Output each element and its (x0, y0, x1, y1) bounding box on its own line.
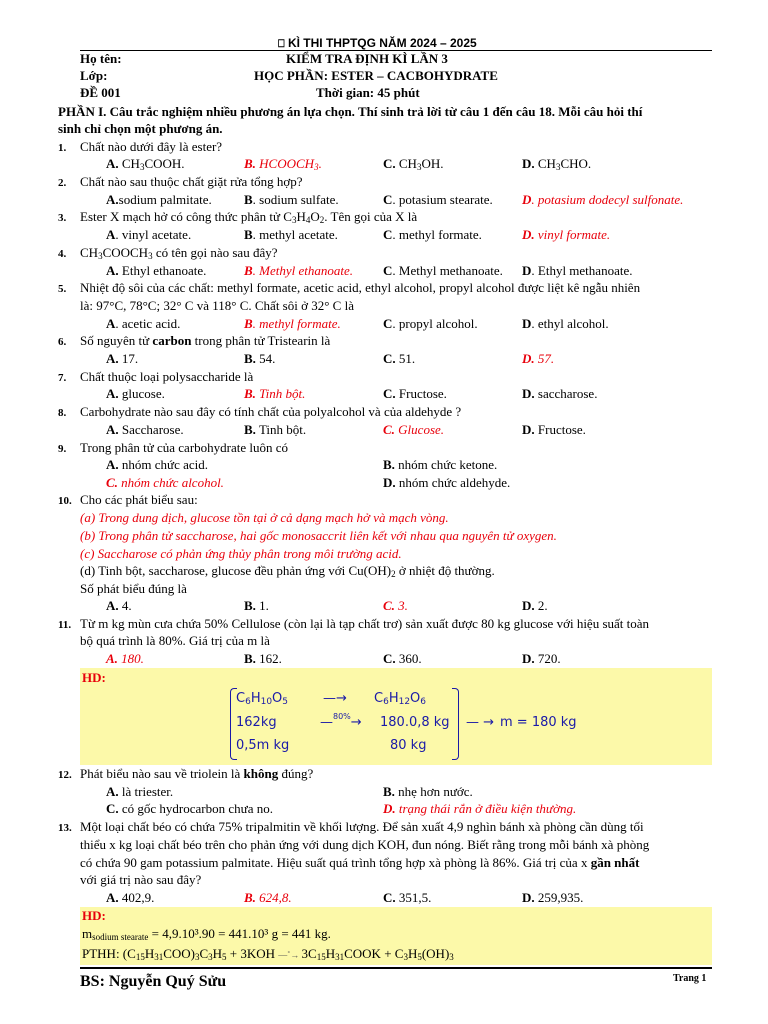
result-arrow-icon: — → (466, 715, 495, 730)
exam-title: ⎕ KÌ THI THPTQG NĂM 2024 – 2025 (278, 36, 477, 50)
option-12c: C. có gốc hydrocarbon chưa no. (106, 801, 273, 816)
option-10a: A. 4. (106, 598, 132, 613)
option-12b: B. nhẹ hơn nước. (383, 784, 473, 799)
lop-label: Lớp: (80, 68, 108, 83)
math-result: m = 180 kg (500, 715, 577, 730)
hoc-phan: HỌC PHẦN: ESTER – CACBOHYDRATE (254, 68, 498, 83)
ho-ten-label: Họ tên: (80, 51, 122, 66)
option-4d: D. Ethyl methanoate. (522, 263, 633, 278)
option-2a: A.sodium palmitate. (106, 192, 212, 207)
question-9: 9. Trong phân tử của carbohydrate luôn có (58, 440, 289, 455)
math-r1a: $C_6H_{10}O_5$ (236, 691, 289, 707)
option-1d: D. $CH_3CHO$. (522, 156, 592, 172)
reaction-arrow-icon: —˚→ (278, 950, 302, 960)
book-icon: ⎕ (278, 38, 285, 50)
option-4b: B. Methyl ethanoate. (244, 263, 354, 278)
option-13d: D. 259,935. (522, 890, 584, 905)
option-6b: B. 54. (244, 351, 276, 366)
question-10: 10. Cho các phát biểu sau: (58, 492, 198, 507)
option-1b: B. $HCOOCH_3$. (244, 156, 322, 172)
option-7b: B. Tinh bột. (244, 386, 306, 401)
option-11a: A. 180. (106, 651, 144, 666)
option-8b: B. Tinh bột. (244, 422, 307, 437)
option-13a: A. 402,9. (106, 890, 155, 905)
option-11b: B. 162. (244, 651, 282, 666)
option-12a: A. là triester. (106, 784, 174, 799)
option-6a: A. 17. (106, 351, 139, 366)
question-13-cont-2: có chứa 90 gam potassium palmitate. Hiệu suất quá trình tổng hợp xà phòng là 86%. Giá trị của x gần nhất (80, 855, 640, 870)
question-5: 5. Nhiệt độ sôi của các chất: methyl formate, acetic acid, ethyl alcohol, propyl alcohol được liệt kê ngẫu nhiên (58, 280, 641, 295)
question-13-cont-3: với giá trị nào sau đây? (80, 872, 202, 887)
option-5a: A. acetic acid. (106, 316, 181, 331)
question-11: 11. Từ m kg mùn cưa chứa 50% Cellulose (còn lại là tạp chất trơ) sản xuất được 80 kg glucose với hiệu suất toàn (58, 616, 650, 631)
option-4c: C. Methyl methanoate. (383, 263, 503, 278)
de-label: ĐỀ 001 (80, 85, 121, 100)
option-2d: D. potasium dodecyl sulfonate. (522, 192, 684, 207)
option-10c: C. 3. (383, 598, 408, 613)
question-8: 8. Carbohydrate nào sau đây có tính chất của polyalcohol và của aldehyde ? (58, 404, 462, 419)
option-8c: C. Glucose. (383, 422, 445, 437)
statement-c: (c) Saccharose có phản ứng thủy phân trong môi trường acid. (80, 546, 402, 561)
option-5b: B. methyl formate. (244, 316, 341, 331)
option-10d: D. 2. (522, 598, 548, 613)
hd-label-11: HD: (82, 670, 106, 685)
thoi-gian: Thời gian: 45 phút (316, 85, 420, 100)
question-3: 3. Ester X mạch hở có công thức phân tử $C_3H_4O_2$. Tên gọi của X là (58, 209, 418, 225)
math-r3b: 80 kg (390, 738, 427, 753)
option-5c: C. propyl alcohol. (383, 316, 478, 331)
option-9d: D. nhóm chức aldehyde. (383, 475, 511, 490)
question-13: 13. Một loại chất béo có chứa 75% tripalmitin về khối lượng. Để sản xuất 4,9 nghìn bánh xà phòng cần dùng tối (58, 819, 644, 834)
option-13c: C. 351,5. (383, 890, 432, 905)
option-3a: A. vinyl acetate. (106, 227, 192, 242)
hd-13-line2: PTHH: $(C_{15}H_{31}COO)_3C_3H_5 + 3KOH$ —˚→ $3C_{15}H_{31}COOK + C_3H_5(OH)_3$ (82, 946, 454, 962)
option-3b: B. methyl acetate. (244, 227, 338, 242)
option-10b: B. 1. (244, 598, 269, 613)
footer-rule (80, 967, 712, 969)
option-9b: B. nhóm chức ketone. (383, 457, 498, 472)
test-name: KIỂM TRA ĐỊNH KÌ LẦN 3 (286, 51, 448, 66)
question-7: 7. Chất thuộc loại polysaccharide là (58, 369, 254, 384)
page-number: Trang 1 (673, 973, 707, 984)
question-10-prompt: Số phát biểu đúng là (80, 581, 187, 596)
question-5-cont: là: 97°C, 78°C; 32° C và 118° C. Chất sôi ở 32° C là (80, 298, 354, 313)
part1-instruction-2: sinh chỉ chọn một phương án. (58, 121, 223, 136)
footer-author: BS: Nguyễn Quý Sửu (80, 973, 227, 990)
part1-instruction: PHẦN I. Câu trắc nghiệm nhiều phương án lựa chọn. Thí sinh trả lời từ câu 1 đến câu 18. Mỗi câu hỏi thí (58, 104, 643, 119)
option-1a: A. $CH_3COOH$. (106, 156, 185, 172)
arrow-icon: —→ (323, 691, 347, 706)
option-2b: B. sodium sulfate. (244, 192, 339, 207)
option-7a: A. glucose. (106, 386, 165, 401)
statement-d: (d) Tinh bột, saccharose, glucose đều phản ứng với $Cu(OH)_2$ ở nhiệt độ thường. (80, 563, 495, 579)
question-13-cont: thiểu x kg loại chất béo trên cho phản ứng với dung dịch KOH, đun nóng. Biết rằng trong mỗi bánh xà phòng (80, 837, 650, 852)
option-12d: D. trạng thái rắn ở điều kiện thường. (383, 801, 577, 816)
hd-13-line1: $m_{sodium stearate} = 4,9.10^3.90 = 441.10^3$ g = 441 kg. (82, 926, 331, 942)
right-paren (452, 688, 459, 760)
option-5d: D. ethyl alcohol. (522, 316, 609, 331)
option-8a: A. Saccharose. (106, 422, 184, 437)
option-6c: C. 51. (383, 351, 416, 366)
option-7c: C. Fructose. (383, 386, 447, 401)
option-4a: A. Ethyl ethanoate. (106, 263, 207, 278)
statement-b: (b) Trong phân tử saccharose, hai gốc monosaccrit liên kết với nhau qua nguyên tử oxygen. (80, 528, 557, 543)
math-r1b: $C_6H_{12}O_6$ (374, 691, 427, 707)
option-11c: C. 360. (383, 651, 422, 666)
hd-label-13: HD: (82, 908, 106, 923)
question-6: 6. Số nguyên tử carbon trong phân tử Tristearin là (58, 333, 331, 348)
option-3d: D. vinyl formate. (522, 227, 611, 242)
math-r2a: 162kg (236, 715, 277, 730)
option-9c: C. nhóm chức alcohol. (106, 475, 224, 490)
efficiency-arrow-icon: —$^{80\%}$→ (320, 712, 362, 730)
option-7d: D. saccharose. (522, 386, 598, 401)
option-3c: C. methyl formate. (383, 227, 482, 242)
statement-a: (a) Trong dung dịch, glucose tồn tại ở cả dạng mạch hở và mạch vòng. (80, 510, 449, 525)
question-1: 1. Chất nào dưới đây là ester? (58, 139, 223, 154)
option-11d: D. 720. (522, 651, 561, 666)
math-r3a: 0,5m kg (236, 738, 290, 753)
question-4: 4. $CH_3COOCH_3$ có tên gọi nào sau đây? (58, 245, 278, 261)
option-13b: B. 624,8. (244, 890, 292, 905)
option-8d: D. Fructose. (522, 422, 586, 437)
option-2c: C. potasium stearate. (383, 192, 493, 207)
math-r2b: 180.0,8 kg (380, 715, 450, 730)
option-9a: A. nhóm chức acid. (106, 457, 208, 472)
question-11-cont: bộ quá trình là 80%. Giá trị của m là (80, 633, 270, 648)
question-12: 12. Phát biểu nào sau về triolein là không đúng? (58, 766, 314, 781)
option-1c: C. $CH_3OH$. (383, 156, 444, 172)
question-2: 2. Chất nào sau thuộc chất giặt rửa tổng hợp? (58, 174, 303, 189)
option-6d: D. 57. (522, 351, 555, 366)
